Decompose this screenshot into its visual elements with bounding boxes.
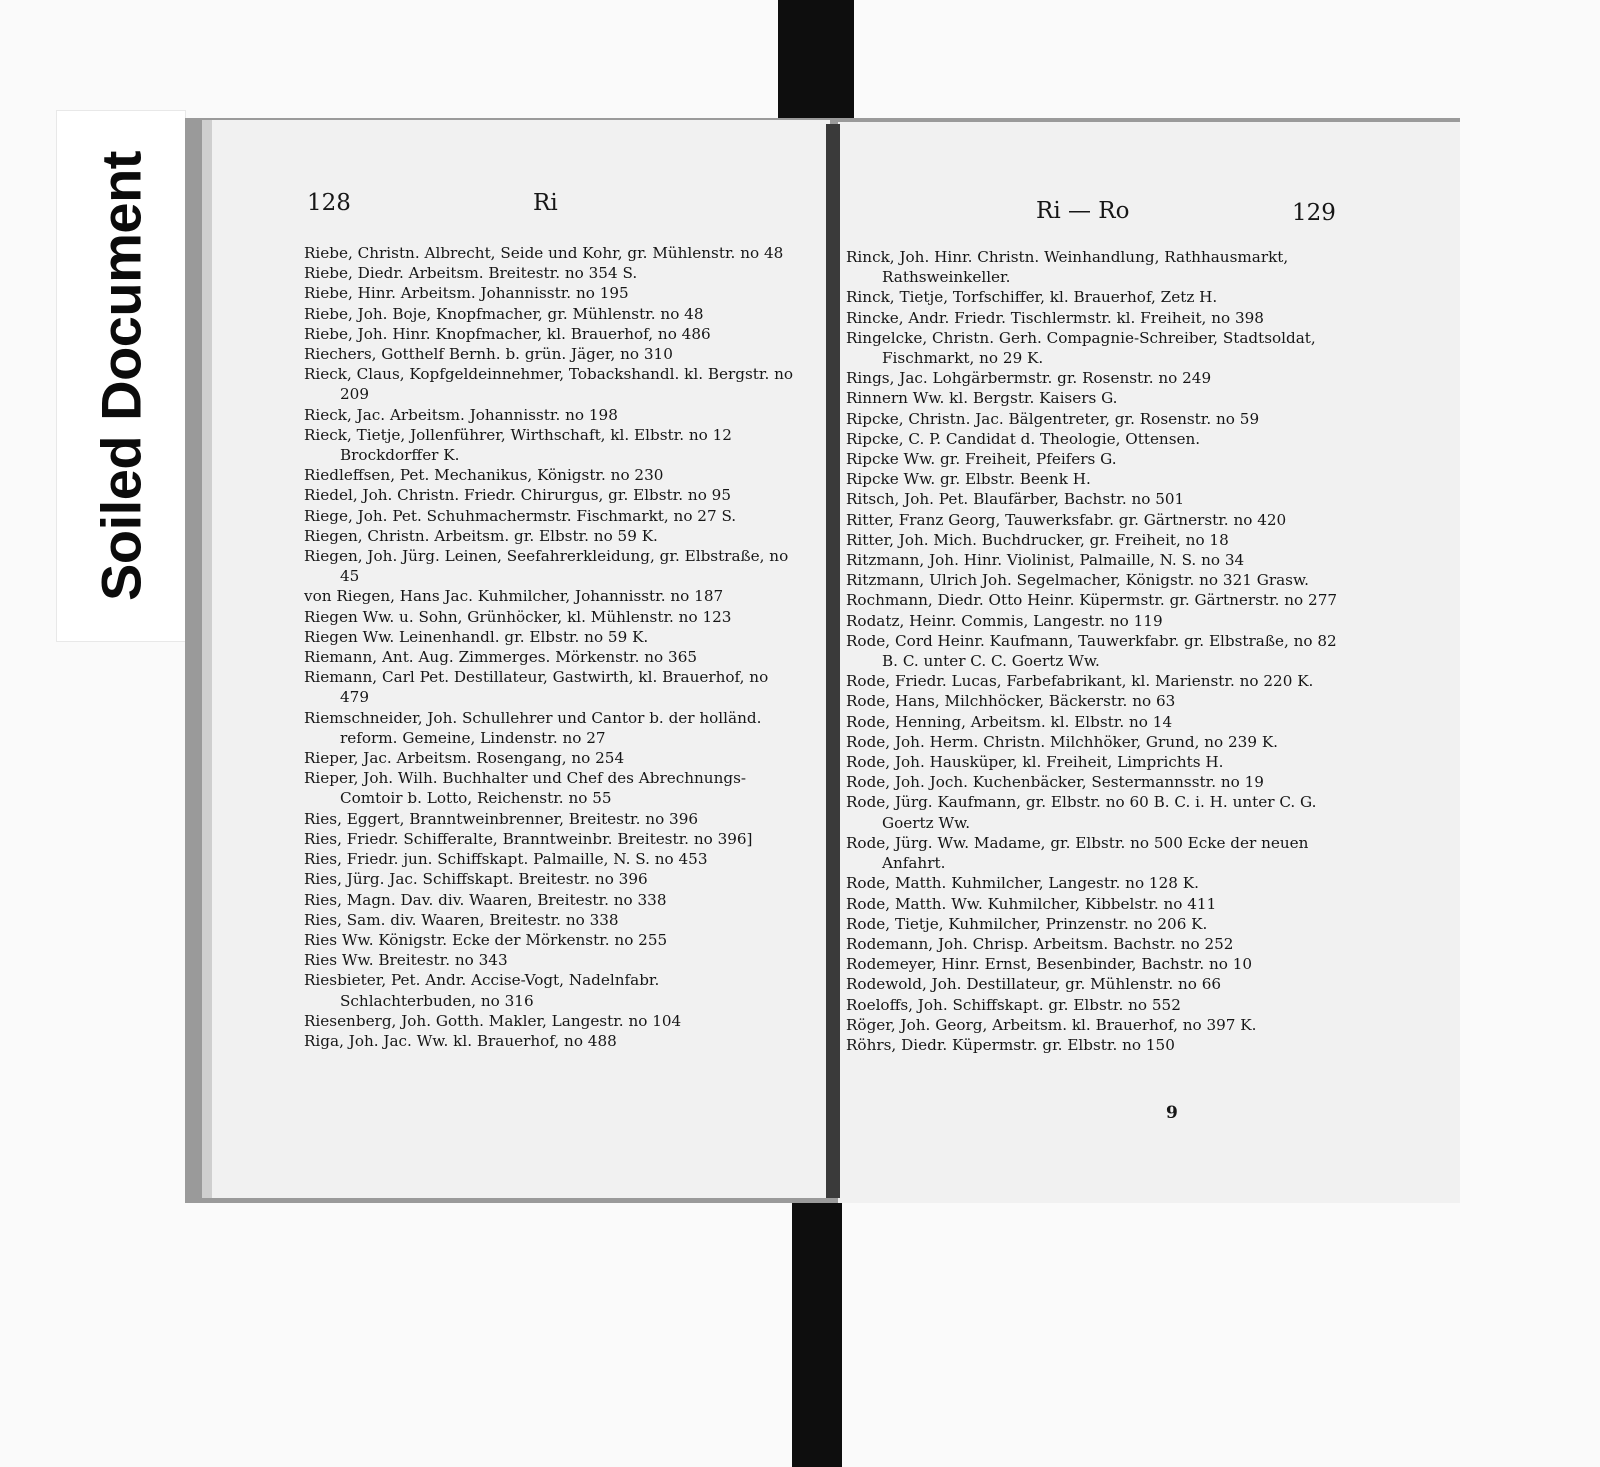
directory-entry: Rings, Jac. Lohgärbermstr. gr. Rosenstr. no 249: [846, 369, 1212, 388]
directory-entry: Rode, Joh. Herm. Christn. Milchhöker, Grund, no 239 K.: [846, 732, 1279, 751]
directory-entry: Riegen Ww. u. Sohn, Grünhöcker, kl. Mühlenstr. no 123: [304, 607, 732, 626]
directory-entry: Riegen, Joh. Jürg. Leinen, Seefahrerkleidung, gr. Elbstraße, no 45: [304, 547, 789, 586]
directory-entry: Ringelcke, Christn. Gerh. Compagnie-Schreiber, Stadtsoldat, Fischmarkt, no 29 K.: [846, 328, 1316, 368]
directory-entry: Rode, Henning, Arbeitsm. kl. Elbstr. no 14: [846, 712, 1173, 731]
directory-entry: Riebe, Diedr. Arbeitsm. Breitestr. no 354 S.: [304, 264, 638, 283]
directory-entry: Rodemeyer, Hinr. Ernst, Besenbinder, Bachstr. no 10: [846, 955, 1253, 974]
directory-entry: Riechers, Gotthelf Bernh. b. grün. Jäger, no 310: [304, 345, 673, 364]
directory-entry: Ries, Sam. div. Waaren, Breitestr. no 338: [304, 910, 619, 929]
directory-entry: Rieper, Jac. Arbeitsm. Rosengang, no 254: [304, 749, 625, 768]
directory-entry: Ripcke, C. P. Candidat d. Theologie, Ottensen.: [846, 429, 1201, 448]
left-page-number: 128: [307, 190, 351, 216]
directory-entry: Rieck, Tietje, Jollenführer, Wirthschaft, kl. Elbstr. no 12 Brockdorffer K.: [304, 425, 732, 465]
directory-entry: Ripcke, Christn. Jac. Bälgentreter, gr. Rosenstr. no 59: [846, 409, 1260, 428]
directory-entry: Riemschneider, Joh. Schullehrer und Cantor b. der holländ. reform. Gemeine, Lindenstr. no 27: [304, 708, 762, 747]
directory-entry: Rode, Cord Heinr. Kaufmann, Tauwerkfabr. gr. Elbstraße, no 82 B. C. unter C. C. Goertz Ww.: [846, 631, 1337, 671]
directory-entry: Rinck, Joh. Hinr. Christn. Weinhandlung, Rathhausmarkt, Rathsweinkeller.: [846, 248, 1289, 287]
directory-entry: Roeloffs, Joh. Schiffskapt. gr. Elbstr. no 552: [846, 995, 1181, 1014]
directory-entry: Riemann, Carl Pet. Destillateur, Gastwirth, kl. Brauerhof, no 479: [304, 668, 769, 707]
directory-entry: Röhrs, Diedr. Küpermstr. gr. Elbstr. no 150: [846, 1035, 1175, 1054]
right-running-header: Ri — Ro: [1036, 198, 1130, 224]
directory-entry: Ripcke Ww. gr. Freiheit, Pfeifers G.: [846, 450, 1117, 469]
directory-entry: Ritter, Joh. Mich. Buchdrucker, gr. Freiheit, no 18: [846, 530, 1229, 549]
directory-entry: Rieck, Claus, Kopfgeldeinnehmer, Tobackshandl. kl. Bergstr. no 209: [304, 365, 794, 404]
directory-entry: Röger, Joh. Georg, Arbeitsm. kl. Brauerhof, no 397 K.: [846, 1015, 1257, 1034]
directory-entry: Ries, Eggert, Branntweinbrenner, Breitestr. no 396: [304, 809, 699, 828]
right-entry-list: [846, 247, 1338, 1055]
directory-entry: Riga, Joh. Jac. Ww. kl. Brauerhof, no 488: [304, 1031, 617, 1050]
signature-mark: 9: [1166, 1103, 1178, 1123]
directory-entry: Rode, Joh. Joch. Kuchenbäcker, Sestermannsstr. no 19: [846, 773, 1264, 792]
directory-entry: Ries, Friedr. jun. Schiffskapt. Palmaille, N. S. no 453: [304, 850, 708, 869]
directory-entry: Rode, Hans, Milchhöcker, Bäckerstr. no 63: [846, 692, 1176, 711]
document-label: [56, 110, 186, 642]
directory-entry: Rinck, Tietje, Torfschiffer, kl. Brauerhof, Zetz H.: [846, 288, 1218, 307]
directory-entry: Rode, Matth. Kuhmilcher, Langestr. no 128 K.: [846, 874, 1199, 893]
directory-entry: Rode, Tietje, Kuhmilcher, Prinzenstr. no 206 K.: [846, 914, 1208, 933]
directory-entry: Riegen, Christn. Arbeitsm. gr. Elbstr. no 59 K.: [304, 526, 658, 545]
directory-entry: Ries Ww. Königstr. Ecke der Mörkenstr. no 255: [304, 930, 668, 949]
directory-entry: Rodatz, Heinr. Commis, Langestr. no 119: [846, 611, 1163, 630]
directory-entry: Riesbieter, Pet. Andr. Accise-Vogt, Nadelnfabr. Schlachterbuden, no 316: [304, 971, 660, 1010]
directory-entry: Riebe, Christn. Albrecht, Seide und Kohr, gr. Mühlenstr. no 48: [304, 244, 784, 262]
directory-entry: Rieper, Joh. Wilh. Buchhalter und Chef des Abrechnungs-Comtoir b. Lotto, Reichenstr. no 55: [304, 769, 747, 808]
directory-entry: Rodemann, Joh. Chrisp. Arbeitsm. Bachstr. no 252: [846, 934, 1234, 953]
directory-entry: Rode, Jürg. Ww. Madame, gr. Elbstr. no 500 Ecke der neuen Anfahrt.: [846, 833, 1309, 873]
directory-entry: Ritsch, Joh. Pet. Blaufärber, Bachstr. no 501: [846, 490, 1185, 509]
book-gutter: [826, 124, 840, 1198]
directory-entry: Riebe, Joh. Boje, Knopfmacher, gr. Mühlenstr. no 48: [304, 304, 704, 323]
directory-entry: Riedleffsen, Pet. Mechanikus, Königstr. no 230: [304, 466, 664, 485]
left-running-header: Ri: [533, 190, 558, 216]
directory-entry: Ries, Magn. Dav. div. Waaren, Breitestr. no 338: [304, 890, 667, 909]
directory-entry: Riemann, Ant. Aug. Zimmerges. Mörkenstr. no 365: [304, 648, 698, 667]
directory-entry: Rode, Matth. Ww. Kuhmilcher, Kibbelstr. no 411: [846, 894, 1217, 913]
directory-entry: Riege, Joh. Pet. Schuhmachermstr. Fischmarkt, no 27 S.: [304, 506, 737, 525]
directory-entry: Ries, Jürg. Jac. Schiffskapt. Breitestr. no 396: [304, 870, 648, 889]
directory-entry: Rode, Friedr. Lucas, Farbefabrikant, kl. Marienstr. no 220 K.: [846, 672, 1314, 691]
directory-entry: Riebe, Hinr. Arbeitsm. Johannisstr. no 195: [304, 284, 629, 303]
directory-entry: Rinnern Ww. kl. Bergstr. Kaisers G.: [846, 389, 1118, 408]
label-text: Soiled Document: [89, 151, 153, 601]
binder-clip-top: [778, 0, 854, 132]
directory-entry: Riesenberg, Joh. Gotth. Makler, Langestr. no 104: [304, 1011, 682, 1030]
binder-clip-bottom: [792, 1183, 842, 1467]
directory-entry: Rincke, Andr. Friedr. Tischlermstr. kl. Freiheit, no 398: [846, 308, 1264, 327]
directory-entry: Ries Ww. Breitestr. no 343: [304, 951, 508, 970]
directory-entry: Rieck, Jac. Arbeitsm. Johannisstr. no 198: [304, 405, 618, 424]
directory-entry: Ritzmann, Ulrich Joh. Segelmacher, Königstr. no 321 Grasw.: [846, 571, 1309, 590]
directory-entry: Rode, Jürg. Kaufmann, gr. Elbstr. no 60 B. C. i. H. unter C. G. Goertz Ww.: [846, 793, 1317, 832]
directory-entry: von Riegen, Hans Jac. Kuhmilcher, Johannisstr. no 187: [304, 587, 724, 606]
directory-entry: Rode, Joh. Hausküper, kl. Freiheit, Limprichts H.: [846, 753, 1224, 772]
directory-entry: Ripcke Ww. gr. Elbstr. Beenk H.: [846, 470, 1091, 489]
directory-entry: Ritzmann, Joh. Hinr. Violinist, Palmaille, N. S. no 34: [846, 551, 1245, 570]
directory-entry: Ritter, Franz Georg, Tauwerksfabr. gr. Gärtnerstr. no 420: [846, 510, 1287, 529]
right-page-number: 129: [1292, 200, 1336, 226]
directory-entry: Riebe, Joh. Hinr. Knopfmacher, kl. Brauerhof, no 486: [304, 324, 711, 343]
directory-entry: Riegen Ww. Leinenhandl. gr. Elbstr. no 59 K.: [304, 627, 649, 646]
directory-entry: Riedel, Joh. Christn. Friedr. Chirurgus, gr. Elbstr. no 95: [304, 486, 732, 505]
left-entry-list: [304, 243, 796, 1051]
directory-entry: Rodewold, Joh. Destillateur, gr. Mühlenstr. no 66: [846, 975, 1222, 994]
directory-entry: Ries, Friedr. Schifferalte, Branntweinbr. Breitestr. no 396]: [304, 829, 753, 848]
directory-entry: Rochmann, Diedr. Otto Heinr. Küpermstr. gr. Gärtnerstr. no 277: [846, 591, 1338, 610]
